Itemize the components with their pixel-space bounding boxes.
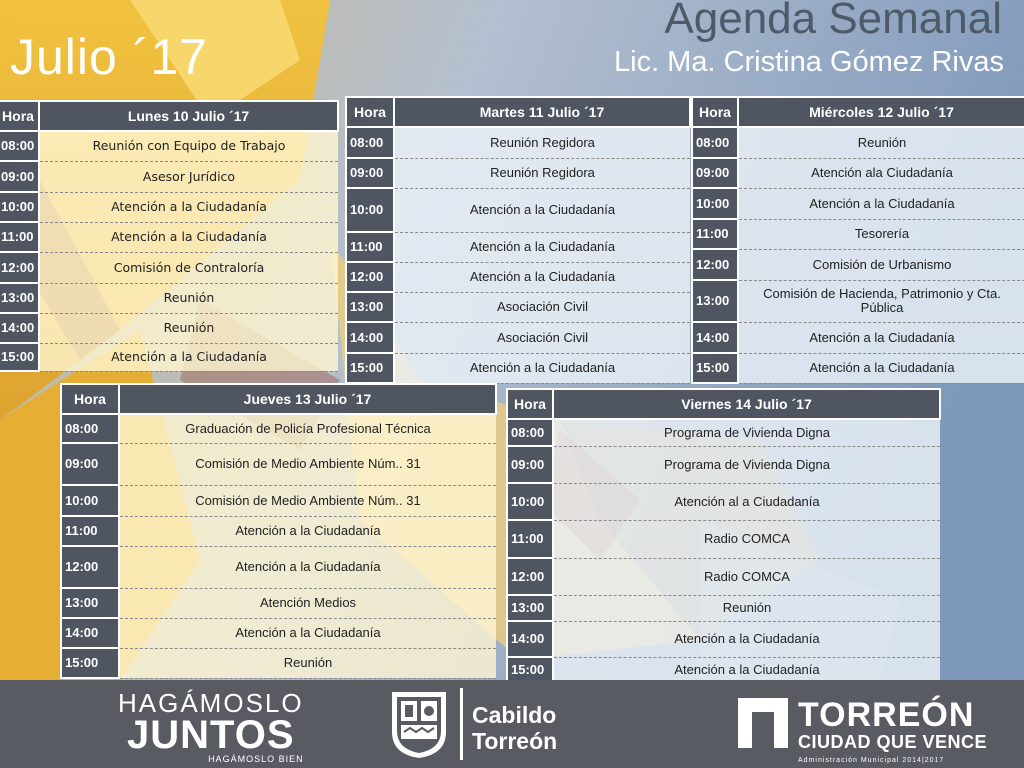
hour-cell: 09:00	[61, 443, 119, 485]
hour-cell: 11:00	[0, 222, 39, 252]
hour-cell: 08:00	[507, 419, 553, 446]
month-title: Julio ´17	[10, 29, 208, 85]
activity-cell: Reunión	[119, 648, 496, 678]
schedule-table-wednesday	[691, 96, 1024, 384]
activity-cell: Atención a la Ciudadanía	[39, 343, 338, 371]
activity-cell: Asociación Civil	[394, 292, 690, 322]
activity-cell: Atención a la Ciudadanía	[738, 322, 1024, 353]
hour-cell: 09:00	[0, 161, 39, 192]
activity-cell: Radio COMCA	[553, 520, 940, 558]
activity-cell: Atención a la Ciudadanía	[553, 621, 940, 657]
hour-cell: 10:00	[507, 483, 553, 520]
hour-cell: 10:00	[346, 188, 394, 232]
activity-cell: Reunión Regidora	[394, 127, 690, 158]
hour-cell: 13:00	[0, 283, 39, 313]
activity-cell: Atención Medios	[119, 588, 496, 618]
hour-cell: 13:00	[507, 595, 553, 621]
cabildo-text: Cabildo	[472, 702, 557, 728]
schedule-table-monday	[0, 100, 339, 372]
activity-cell: Graduación de Policía Profesional Técnica	[119, 414, 496, 443]
day-header-thursday: Jueves 13 Julio ´17	[119, 384, 496, 414]
activity-cell: Tesorería	[738, 219, 1024, 249]
activity-cell: Atención a la Ciudadanía	[394, 188, 690, 232]
torreon-wordmark: TORREÓN	[798, 696, 975, 734]
hour-cell: 08:00	[61, 414, 119, 443]
activity-cell: Atención a la Ciudadanía	[39, 222, 338, 252]
ciudad-que-vence-text: CIUDAD QUE VENCE	[798, 732, 988, 752]
activity-cell: Comisión de Contraloría	[39, 252, 338, 283]
hour-cell: 12:00	[692, 249, 738, 280]
hour-cell: 12:00	[61, 546, 119, 588]
footer-bar	[0, 680, 1024, 768]
activity-cell: Atención a la Ciudadanía	[119, 618, 496, 648]
torreon-text: Torreón	[472, 728, 558, 754]
coat-of-arms-icon	[388, 688, 450, 760]
activity-cell: Atención a la Ciudadanía	[119, 546, 496, 588]
hour-cell: 08:00	[692, 127, 738, 158]
hour-cell: 12:00	[507, 558, 553, 595]
hour-cell: 08:00	[0, 131, 39, 161]
day-header-monday: Lunes 10 Julio ´17	[39, 101, 338, 131]
torreon-tower-icon	[738, 698, 788, 748]
schedule-table-thursday	[60, 383, 497, 679]
day-header-wednesday: Miércoles 12 Julio ´17	[738, 97, 1024, 127]
activity-cell: Programa de Vivienda Digna	[553, 419, 940, 446]
hour-cell: 15:00	[692, 353, 738, 383]
hour-cell: 12:00	[346, 262, 394, 292]
activity-cell: Reunión	[39, 283, 338, 313]
hour-header: Hora	[0, 101, 39, 131]
activity-cell: Reunión Regidora	[394, 158, 690, 188]
hour-cell: 13:00	[61, 588, 119, 618]
person-name: Lic. Ma. Cristina Gómez Rivas	[614, 46, 1004, 78]
hour-header: Hora	[61, 384, 119, 414]
activity-cell: Atención a la Ciudadanía	[553, 657, 940, 683]
hour-cell: 13:00	[346, 292, 394, 322]
hour-cell: 09:00	[507, 446, 553, 483]
administracion-municipal-text: Administración Municipal 2014|2017	[798, 757, 945, 764]
schedule-table-friday	[506, 388, 941, 684]
hour-cell: 15:00	[61, 648, 119, 678]
activity-cell: Reunión con Equipo de Trabajo	[39, 131, 338, 161]
activity-cell: Asesor Jurídico	[39, 161, 338, 192]
hour-cell: 10:00	[0, 192, 39, 222]
activity-cell: Atención a la Ciudadanía	[394, 232, 690, 262]
hagamoslo-juntos-logo	[118, 690, 304, 764]
hagamoslo-text: HAGÁMOSLO	[118, 688, 304, 718]
hour-cell: 09:00	[692, 158, 738, 188]
activity-cell: Comisión de Hacienda, Patrimonio y Cta. Pública	[738, 280, 1024, 322]
activity-cell: Reunión	[553, 595, 940, 621]
hour-cell: 11:00	[61, 516, 119, 546]
hour-cell: 13:00	[692, 280, 738, 322]
logo-divider	[460, 688, 463, 760]
hour-cell: 11:00	[507, 520, 553, 558]
activity-cell: Atención a la Ciudadanía	[119, 516, 496, 546]
hour-cell: 14:00	[346, 322, 394, 353]
day-header-tuesday: Martes 11 Julio ´17	[394, 97, 690, 127]
hour-cell: 14:00	[507, 621, 553, 657]
hour-cell: 10:00	[61, 485, 119, 516]
hour-cell: 08:00	[346, 127, 394, 158]
hour-cell: 10:00	[692, 188, 738, 219]
hour-header: Hora	[346, 97, 394, 127]
activity-cell: Comisión de Urbanismo	[738, 249, 1024, 280]
activity-cell: Atención ala Ciudadanía	[738, 158, 1024, 188]
hour-header: Hora	[507, 389, 553, 419]
hour-cell: 15:00	[0, 343, 39, 371]
cabildo-torreon-logo	[472, 702, 557, 754]
activity-cell: Radio COMCA	[553, 558, 940, 595]
agenda-title: Agenda Semanal	[664, 0, 1002, 43]
hour-cell: 12:00	[0, 252, 39, 283]
torreon-ciudad-que-vence-logo	[798, 698, 987, 766]
hagamoslo-bien-text: HAGÁMOSLO BIEN	[208, 754, 304, 764]
activity-cell: Atención al a Ciudadanía	[553, 483, 940, 520]
activity-cell: Atención a la Ciudadanía	[394, 353, 690, 383]
activity-cell: Reunión	[738, 127, 1024, 158]
hour-cell: 14:00	[0, 313, 39, 343]
activity-cell: Atención a la Ciudadanía	[738, 353, 1024, 383]
activity-cell: Reunión	[39, 313, 338, 343]
hour-header: Hora	[692, 97, 738, 127]
activity-cell: Atención a la Ciudadanía	[394, 262, 690, 292]
hour-cell: 14:00	[692, 322, 738, 353]
hour-cell: 11:00	[692, 219, 738, 249]
day-header-friday: Viernes 14 Julio ´17	[553, 389, 940, 419]
activity-cell: Atención a la Ciudadanía	[738, 188, 1024, 219]
schedule-table-tuesday	[345, 96, 691, 384]
activity-cell: Programa de Vivienda Digna	[553, 446, 940, 483]
hour-cell: 15:00	[346, 353, 394, 383]
hour-cell: 11:00	[346, 232, 394, 262]
hour-cell: 14:00	[61, 618, 119, 648]
juntos-text: JUNTOS	[127, 713, 295, 757]
hour-cell: 15:00	[507, 657, 553, 683]
activity-cell: Atención a la Ciudadanía	[39, 192, 338, 222]
activity-cell: Comisión de Medio Ambiente Núm.. 31	[119, 485, 496, 516]
activity-cell: Asociación Civil	[394, 322, 690, 353]
hour-cell: 09:00	[346, 158, 394, 188]
activity-cell: Comisión de Medio Ambiente Núm.. 31	[119, 443, 496, 485]
